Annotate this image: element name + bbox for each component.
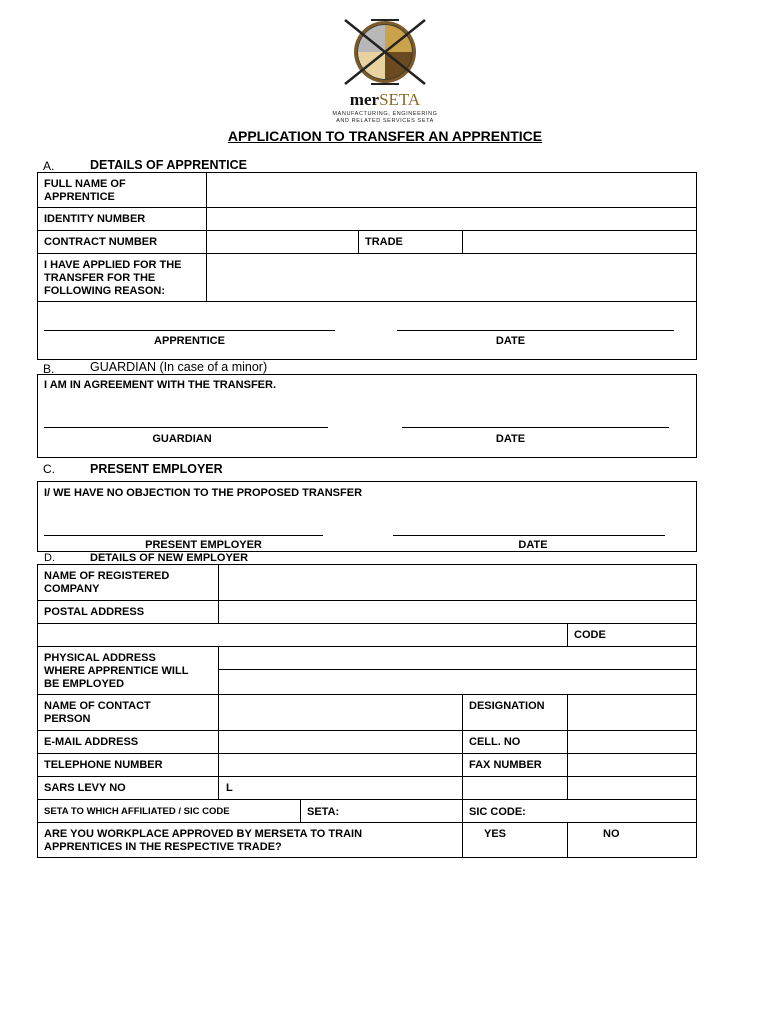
contract-number-label: CONTRACT NUMBER bbox=[44, 236, 158, 248]
apprentice-signature-label: APPRENTICE bbox=[154, 335, 225, 347]
present-employer-date-label: DATE bbox=[518, 539, 548, 551]
email-field[interactable] bbox=[220, 732, 461, 752]
seta-affiliated-label: SETA TO WHICH AFFILIATED / SIC CODE bbox=[44, 806, 230, 817]
section-d-heading: DETAILS OF NEW EMPLOYER bbox=[90, 552, 249, 564]
fax-field[interactable] bbox=[569, 755, 696, 775]
logo-brand-suffix: SETA bbox=[379, 90, 421, 109]
page-title: APPLICATION TO TRANSFER AN APPRENTICE bbox=[227, 128, 543, 144]
cell-label: CELL. NO bbox=[469, 736, 521, 748]
postal-address-line2-field[interactable] bbox=[39, 625, 566, 645]
section-a-letter: A. bbox=[43, 159, 55, 173]
contact-person-field[interactable] bbox=[220, 696, 461, 729]
trade-field[interactable] bbox=[464, 232, 696, 252]
logo-wordmark bbox=[339, 90, 431, 110]
section-a-heading: DETAILS OF APPRENTICE bbox=[90, 158, 247, 172]
present-employer-signature-label: PRESENT EMPLOYER bbox=[145, 539, 262, 551]
logo-brand-prefix: mer bbox=[349, 90, 380, 109]
approved-yes-option[interactable]: YES bbox=[484, 828, 507, 840]
apprentice-date-line[interactable] bbox=[397, 330, 674, 331]
postal-address-field[interactable] bbox=[220, 602, 696, 622]
merseta-emblem-icon bbox=[335, 14, 435, 90]
postal-address-label: POSTAL ADDRESS bbox=[44, 606, 145, 618]
sars-levy-label: SARS LEVY NO bbox=[44, 782, 126, 794]
identity-number-label: IDENTITY NUMBER bbox=[44, 213, 146, 225]
guardian-signature-label: GUARDIAN bbox=[152, 433, 212, 445]
section-c-letter: C. bbox=[43, 462, 55, 476]
apprentice-signature-line[interactable] bbox=[44, 330, 335, 331]
trade-label: TRADE bbox=[365, 236, 403, 248]
email-label: E-MAIL ADDRESS bbox=[44, 736, 139, 748]
full-name-label: FULL NAME OF APPRENTICE bbox=[44, 178, 126, 203]
designation-label: DESIGNATION bbox=[469, 700, 545, 712]
physical-address-field[interactable] bbox=[220, 648, 696, 668]
seta-label: SETA: bbox=[307, 806, 340, 818]
approved-no-option[interactable]: NO bbox=[603, 828, 620, 840]
physical-address-label: PHYSICAL ADDRESS WHERE APPRENTICE WILL BE EMPLOYED bbox=[44, 652, 189, 690]
company-name-label: NAME OF REGISTERED COMPANY bbox=[44, 570, 170, 595]
sic-code-field[interactable] bbox=[535, 801, 696, 821]
seta-field[interactable] bbox=[345, 801, 461, 821]
company-name-field[interactable] bbox=[220, 566, 696, 599]
telephone-label: TELEPHONE NUMBER bbox=[44, 759, 163, 771]
guardian-date-line[interactable] bbox=[402, 427, 669, 428]
section-b-letter: B. bbox=[43, 362, 55, 376]
employer-statement: I/ WE HAVE NO OBJECTION TO THE PROPOSED TRANSFER bbox=[44, 487, 363, 499]
workplace-approved-question: ARE YOU WORKPLACE APPROVED BY MERSETA TO TRAIN APPRENTICES IN THE RESPECTIVE TRADE? bbox=[44, 828, 363, 853]
transfer-reason-label: I HAVE APPLIED FOR THE TRANSFER FOR THE FOLLOWING REASON: bbox=[44, 259, 182, 297]
sic-code-label: SIC CODE: bbox=[469, 806, 526, 818]
cell-field[interactable] bbox=[569, 732, 696, 752]
contact-person-label: NAME OF CONTACT PERSON bbox=[44, 700, 151, 725]
identity-number-field[interactable] bbox=[208, 209, 696, 229]
apprentice-date-label: DATE bbox=[495, 335, 526, 347]
designation-field[interactable] bbox=[569, 696, 696, 729]
guardian-date-label: DATE bbox=[495, 433, 526, 445]
fax-label: FAX NUMBER bbox=[469, 759, 542, 771]
physical-address-line2-field[interactable] bbox=[220, 671, 696, 693]
logo-tagline: MANUFACTURING, ENGINEERING AND RELATED SERVICES SETA bbox=[332, 111, 438, 124]
present-employer-signature-line[interactable] bbox=[44, 535, 323, 536]
code-label: CODE bbox=[574, 629, 606, 641]
full-name-field[interactable] bbox=[208, 174, 696, 206]
guardian-signature-line[interactable] bbox=[44, 427, 328, 428]
sars-levy-prefix: L bbox=[226, 782, 233, 794]
contract-number-field[interactable] bbox=[208, 232, 357, 252]
transfer-reason-field[interactable] bbox=[208, 255, 696, 300]
telephone-field[interactable] bbox=[220, 755, 461, 775]
merseta-logo bbox=[332, 14, 438, 124]
section-c-heading: PRESENT EMPLOYER bbox=[90, 462, 223, 476]
section-d-letter: D. bbox=[44, 552, 55, 564]
sars-levy-field[interactable] bbox=[236, 778, 696, 798]
present-employer-date-line[interactable] bbox=[393, 535, 665, 536]
section-b-heading: GUARDIAN (In case of a minor) bbox=[90, 360, 268, 374]
guardian-statement: I AM IN AGREEMENT WITH THE TRANSFER. bbox=[44, 379, 277, 391]
